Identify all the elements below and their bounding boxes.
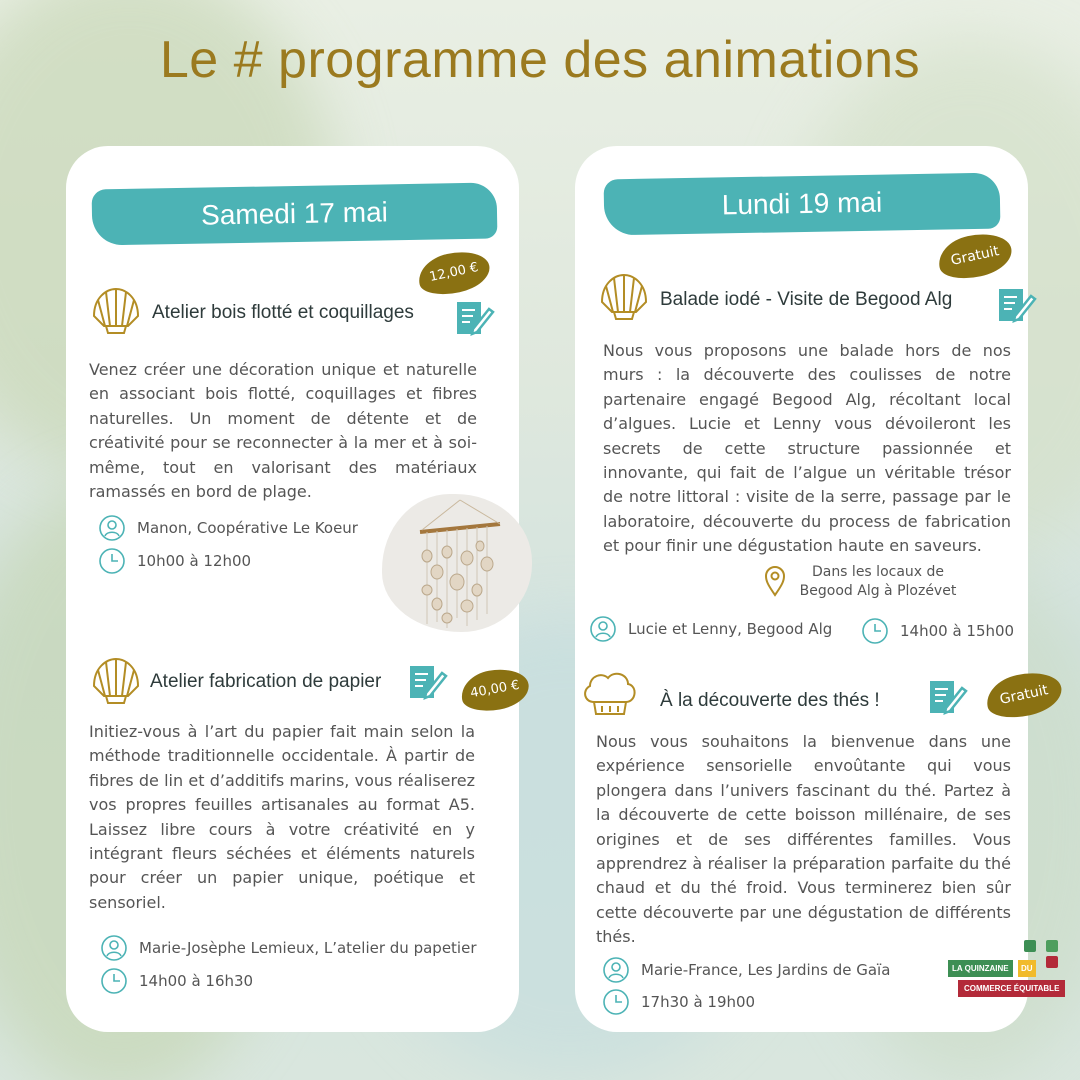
- event-host: [603, 957, 890, 983]
- shell-mobile-photo: [382, 494, 532, 632]
- logo-text: LA QUINZAINE: [948, 960, 1013, 977]
- host-name: Manon, Coopérative Le Koeur: [137, 519, 358, 537]
- event-time: [101, 968, 253, 994]
- price-badge: 12,00 €: [415, 246, 494, 300]
- logo-square: [1046, 940, 1058, 952]
- day-banner: Samedi 17 mai: [92, 182, 498, 245]
- day-banner: Lundi 19 mai: [604, 173, 1001, 236]
- price-badge: Gratuit: [982, 667, 1065, 724]
- location-line: Begood Alg à Plozévet: [799, 583, 957, 599]
- registration-form-icon[interactable]: [997, 286, 1037, 326]
- time-range: 10h00 à 12h00: [137, 552, 252, 570]
- shell-icon: [596, 272, 652, 322]
- event-description: Nous vous proposons une balade hors de nos murs : la découverte des coulisses de notre partenaire engagé Begood Alg, récoltant local d’algues. Lucie et Lenny vous dévoileront les secrets de cette structure passionnée et innovante, qui fait de l’algue un véritable trésor de notre littoral : visite de la serre, passage par le laboratoire, découverte du process de fabrication et pour finir une dégustation haute en saveurs.: [603, 341, 1011, 556]
- location-line: Dans les locaux de: [811, 564, 945, 580]
- quinzaine-commerce-equitable-logo: [948, 940, 1068, 1002]
- clock-icon: [99, 548, 125, 574]
- event-title: Atelier bois flotté et coquillages: [152, 302, 414, 323]
- clock-icon: [101, 968, 127, 994]
- person-icon: [590, 616, 616, 642]
- shell-icon: [88, 656, 144, 706]
- logo-text: COMMERCE ÉQUITABLE: [958, 980, 1065, 997]
- event-host: [99, 515, 358, 541]
- event-location: [790, 563, 966, 601]
- event-title: À la découverte des thés !: [660, 690, 880, 711]
- event-host: [590, 616, 832, 642]
- page-title: Le # programme des animations: [159, 31, 921, 89]
- time-range: 17h30 à 19h00: [641, 993, 756, 1011]
- clock-icon: [603, 989, 629, 1015]
- time-range: 14h00 à 15h00: [900, 622, 1015, 640]
- event-title: Balade iodé - Visite de Begood Alg: [660, 289, 953, 310]
- location-pin-icon: [764, 565, 786, 597]
- event-description: Nous vous souhaitons la bienvenue dans une expérience sensorielle envoûtante qui vous plongera dans l’univers fascinant du thé. Partez à la découverte de cette boisson millénaire, de ses origines et de ses différentes familles. Vous apprendrez à réaliser la préparation parfaite du thé chaud et du thé froid. Vous terminerez bien sûr cette découverte par une dégustation de différents thés.: [596, 732, 1011, 947]
- person-icon: [99, 515, 125, 541]
- host-name: Marie-France, Les Jardins de Gaïa: [641, 961, 891, 979]
- event-description: Venez créer une décoration unique et naturelle en associant bois flotté, coquillages et fibres naturelles. Un moment de détente et de créativité pour se reconnecter à la mer et à soi-même, tout en valorisant des matériaux ramassés en bord de plage.: [89, 360, 477, 502]
- logo-square: [1046, 956, 1058, 968]
- chef-hat-icon: [580, 668, 640, 720]
- registration-form-icon[interactable]: [408, 663, 448, 703]
- event-host: [101, 935, 477, 961]
- clock-icon: [862, 618, 888, 644]
- host-name: Lucie et Lenny, Begood Alg: [628, 620, 833, 638]
- host-name: Marie-Josèphe Lemieux, L’atelier du papetier: [139, 939, 477, 957]
- person-icon: [101, 935, 127, 961]
- logo-square: [1024, 940, 1036, 952]
- event-time: [99, 548, 251, 574]
- event-time: [603, 989, 755, 1015]
- registration-form-icon[interactable]: [455, 299, 495, 339]
- price-badge: 40,00 €: [458, 664, 532, 715]
- price-badge: Gratuit: [934, 228, 1015, 284]
- event-time: [862, 618, 1014, 644]
- event-description: Initiez-vous à l’art du papier fait main selon la méthode traditionnelle occidentale. À partir de fibres de lin et d’additifs marins, vous réaliserez vos propres feuilles artisanales au format A5. Laissez libre cours à votre créativité en y intégrant fleurs séchées et éléments naturels pour créer un papier unique, poétique et sensoriel.: [89, 722, 475, 912]
- time-range: 14h00 à 16h30: [139, 972, 254, 990]
- person-icon: [603, 957, 629, 983]
- registration-form-icon[interactable]: [928, 678, 968, 718]
- shell-icon: [88, 286, 144, 336]
- logo-text: DU: [1018, 960, 1036, 977]
- event-title: Atelier fabrication de papier: [150, 671, 382, 692]
